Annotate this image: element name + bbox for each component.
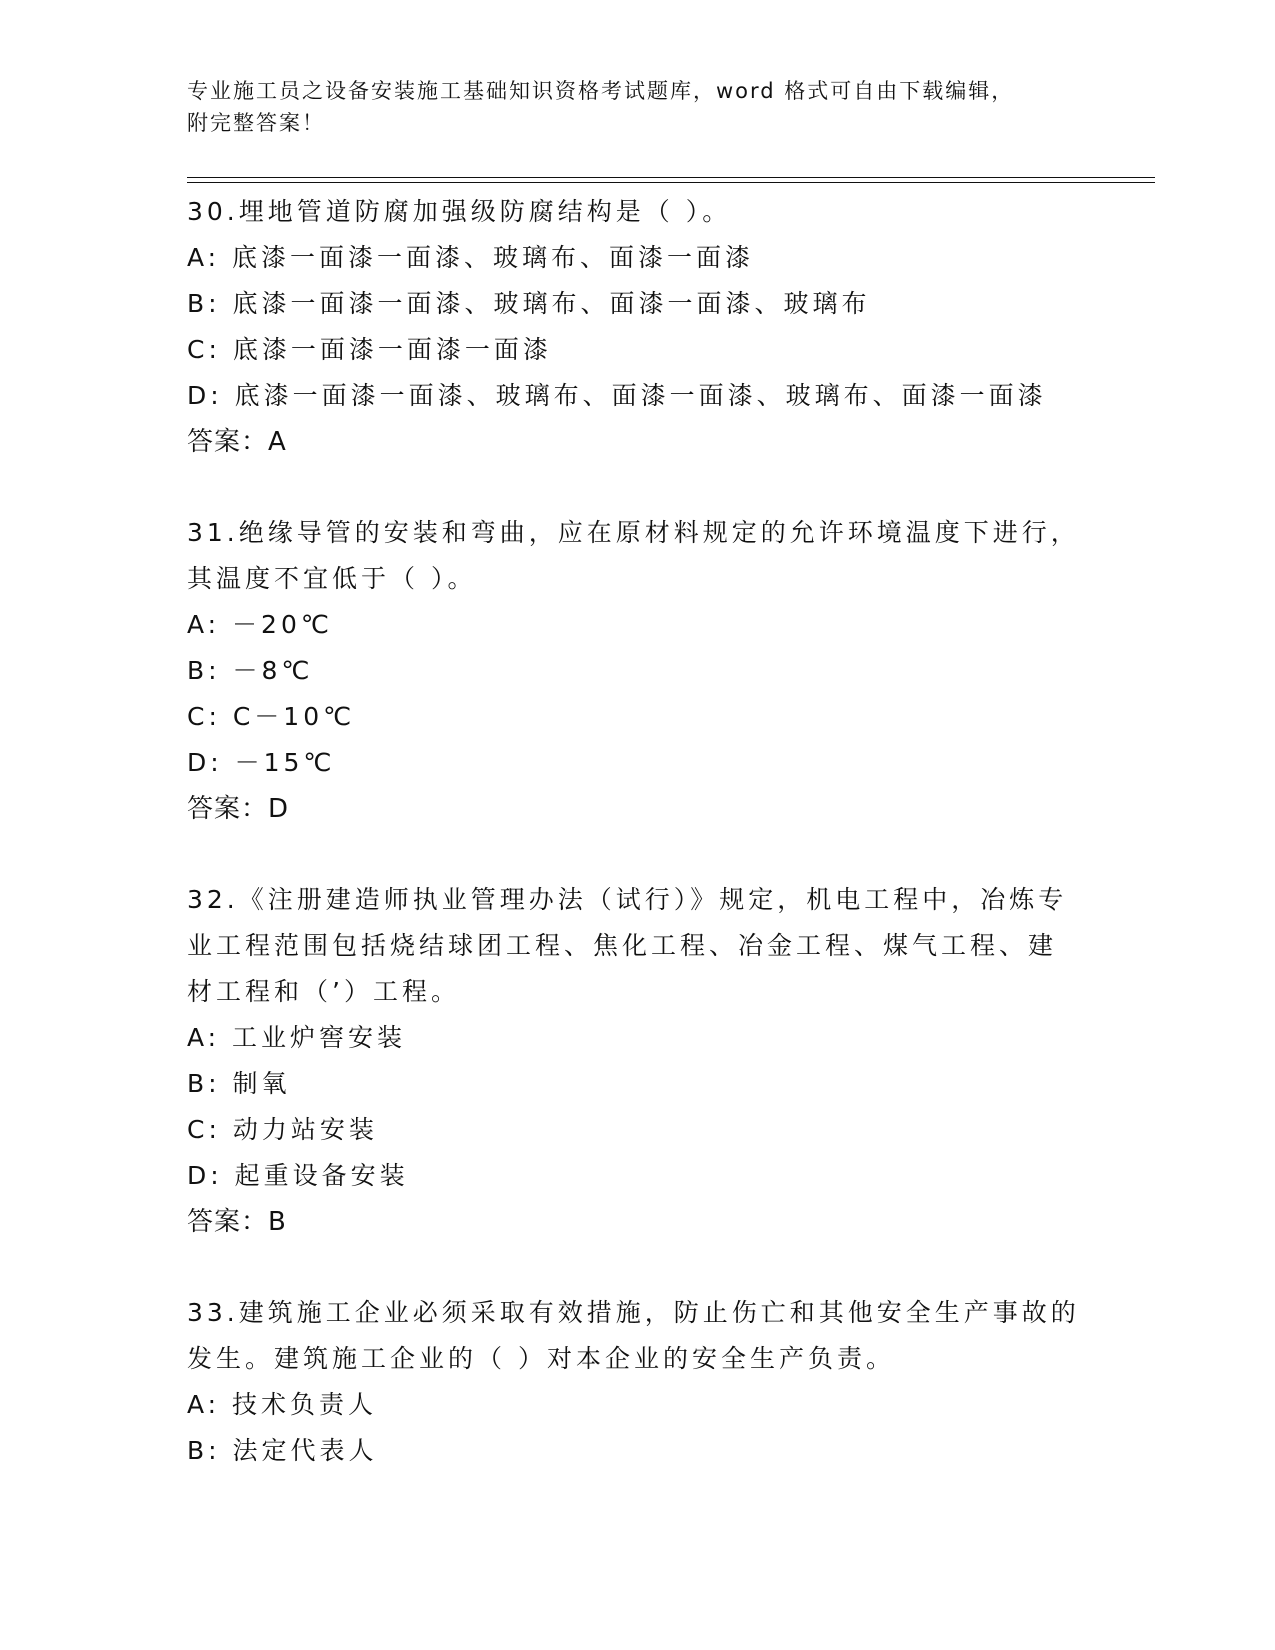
header-divider-top bbox=[187, 177, 1155, 178]
question-32 bbox=[187, 877, 1107, 1245]
document-header bbox=[187, 75, 1087, 139]
header-line-1: 专业施工员之设备安装施工基础知识资格考试题库，word 格式可自由下载编辑， bbox=[187, 79, 1015, 103]
option-a: A: －20℃ bbox=[187, 610, 333, 639]
header-line-2: 附完整答案！ bbox=[187, 111, 325, 135]
answer: 答案：D bbox=[187, 794, 290, 824]
option-c: C: 动力站安装 bbox=[187, 1115, 378, 1144]
option-d: D: 起重设备安装 bbox=[187, 1161, 409, 1190]
question-31 bbox=[187, 510, 1107, 832]
option-a: A: 技术负责人 bbox=[187, 1390, 378, 1419]
option-c: C: C－10℃ bbox=[187, 702, 356, 731]
question-stem: 31.绝缘导管的安装和弯曲，应在原材料规定的允许环境温度下进行， bbox=[187, 518, 1080, 547]
option-d: D: 底漆一面漆一面漆、玻璃布、面漆一面漆、玻璃布、面漆一面漆 bbox=[187, 381, 1047, 410]
option-b: B: 底漆一面漆一面漆、玻璃布、面漆一面漆、玻璃布 bbox=[187, 289, 871, 318]
question-stem: 业工程范围包括烧结球团工程、焦化工程、冶金工程、煤气工程、建 bbox=[187, 931, 1058, 960]
option-d: D: －15℃ bbox=[187, 748, 336, 777]
question-33 bbox=[187, 1290, 1107, 1474]
question-list bbox=[187, 189, 1107, 1519]
option-c: C: 底漆一面漆一面漆一面漆 bbox=[187, 335, 552, 364]
option-a: A: 底漆一面漆一面漆、玻璃布、面漆一面漆 bbox=[187, 243, 755, 272]
answer: 答案：B bbox=[187, 1207, 287, 1237]
question-30 bbox=[187, 189, 1107, 465]
header-divider-bottom bbox=[187, 182, 1155, 183]
question-stem: 30.埋地管道防腐加强级防腐结构是（ ）。 bbox=[187, 197, 732, 226]
question-stem: 发生。建筑施工企业的（ ）对本企业的安全生产负责。 bbox=[187, 1344, 895, 1373]
option-b: B: 制氧 bbox=[187, 1069, 291, 1098]
answer: 答案：A bbox=[187, 427, 287, 457]
question-stem: 其温度不宜低于（ ）。 bbox=[187, 564, 477, 593]
option-b: B: －8℃ bbox=[187, 656, 314, 685]
option-b: B: 法定代表人 bbox=[187, 1436, 378, 1465]
question-stem: 材工程和（’）工程。 bbox=[187, 977, 460, 1006]
question-stem: 33.建筑施工企业必须采取有效措施，防止伤亡和其他安全生产事故的 bbox=[187, 1298, 1080, 1327]
option-a: A: 工业炉窖安装 bbox=[187, 1023, 407, 1052]
question-stem: 32.《注册建造师执业管理办法（试行）》规定，机电工程中，冶炼专 bbox=[187, 885, 1068, 914]
